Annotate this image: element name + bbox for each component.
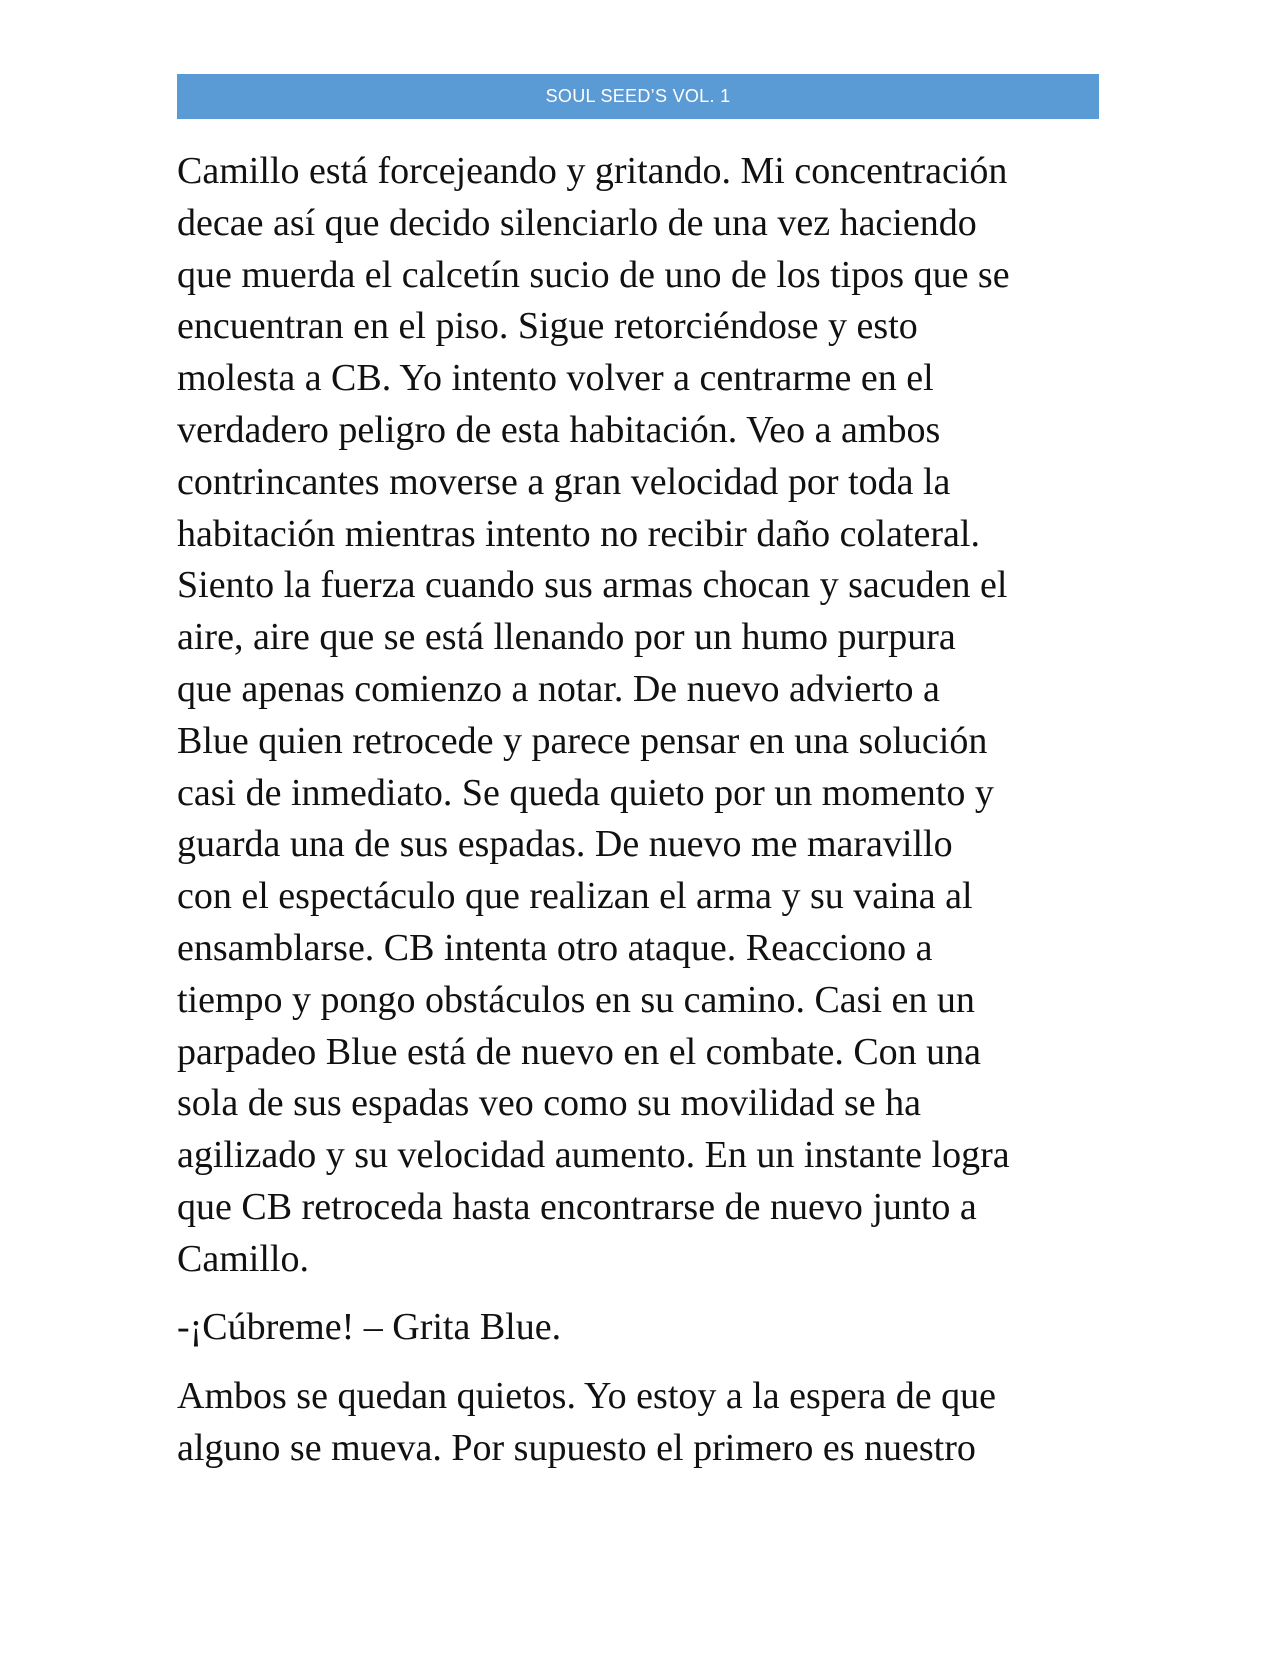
text-line: que apenas comienzo a notar. De nuevo advierto a <box>177 667 940 710</box>
text-line: aire, aire que se está llenando por un humo purpura <box>177 616 956 659</box>
text-line: verdadero peligro de esta habitación. Veo a ambos <box>177 408 941 451</box>
paragraph-2 <box>177 1302 1107 1354</box>
text-line: con el espectáculo que realizan el arma y su vaina al <box>177 875 973 918</box>
text-line: ensamblarse. CB intenta otro ataque. Reacciono a <box>177 926 933 969</box>
text-line: -¡Cúbreme! – Grita Blue. <box>177 1305 562 1348</box>
text-line: Camillo está forcejeando y gritando. Mi concentración <box>177 150 1008 192</box>
text-line: tiempo y pongo obstáculos en su camino. Casi en un <box>177 978 975 1021</box>
text-line: casi de inmediato. Se queda quieto por un momento y <box>177 771 994 814</box>
text-line: sola de sus espadas veo como su movilidad se ha <box>177 1082 922 1125</box>
paragraph-1 <box>177 146 1107 1286</box>
text-line: decae así que decido silenciarlo de una vez haciendo <box>177 201 977 244</box>
text-line: que muerda el calcetín sucio de uno de los tipos que se <box>177 253 1010 296</box>
text-line: Camillo. <box>177 1237 309 1280</box>
text-line: alguno se mueva. Por supuesto el primero es nuestro <box>177 1427 976 1470</box>
text-line: agilizado y su velocidad aumento. En un instante logra <box>177 1134 1010 1177</box>
text-line: parpadeo Blue está de nuevo en el combate. Con una <box>177 1030 982 1073</box>
paragraph-3 <box>177 1371 1107 1475</box>
header-title: SOUL SEED’S VOL. 1 <box>545 86 731 106</box>
text-line: Ambos se quedan quietos. Yo estoy a la espera de que <box>177 1375 996 1418</box>
text-line: Blue quien retrocede y parece pensar en una solución <box>177 719 988 762</box>
text-line: Siento la fuerza cuando sus armas chocan y sacuden el <box>177 564 1008 607</box>
body-text <box>177 146 1107 1475</box>
text-line: habitación mientras intento no recibir daño colateral. <box>177 512 980 555</box>
text-line: guarda una de sus espadas. De nuevo me maravillo <box>177 823 953 866</box>
text-line: encuentran en el piso. Sigue retorciéndose y esto <box>177 305 918 348</box>
text-line: contrincantes moverse a gran velocidad por toda la <box>177 460 951 503</box>
text-line: que CB retroceda hasta encontrarse de nuevo junto a <box>177 1185 977 1228</box>
running-header <box>177 74 1099 119</box>
text-line: molesta a CB. Yo intento volver a centrarme en el <box>177 357 934 400</box>
